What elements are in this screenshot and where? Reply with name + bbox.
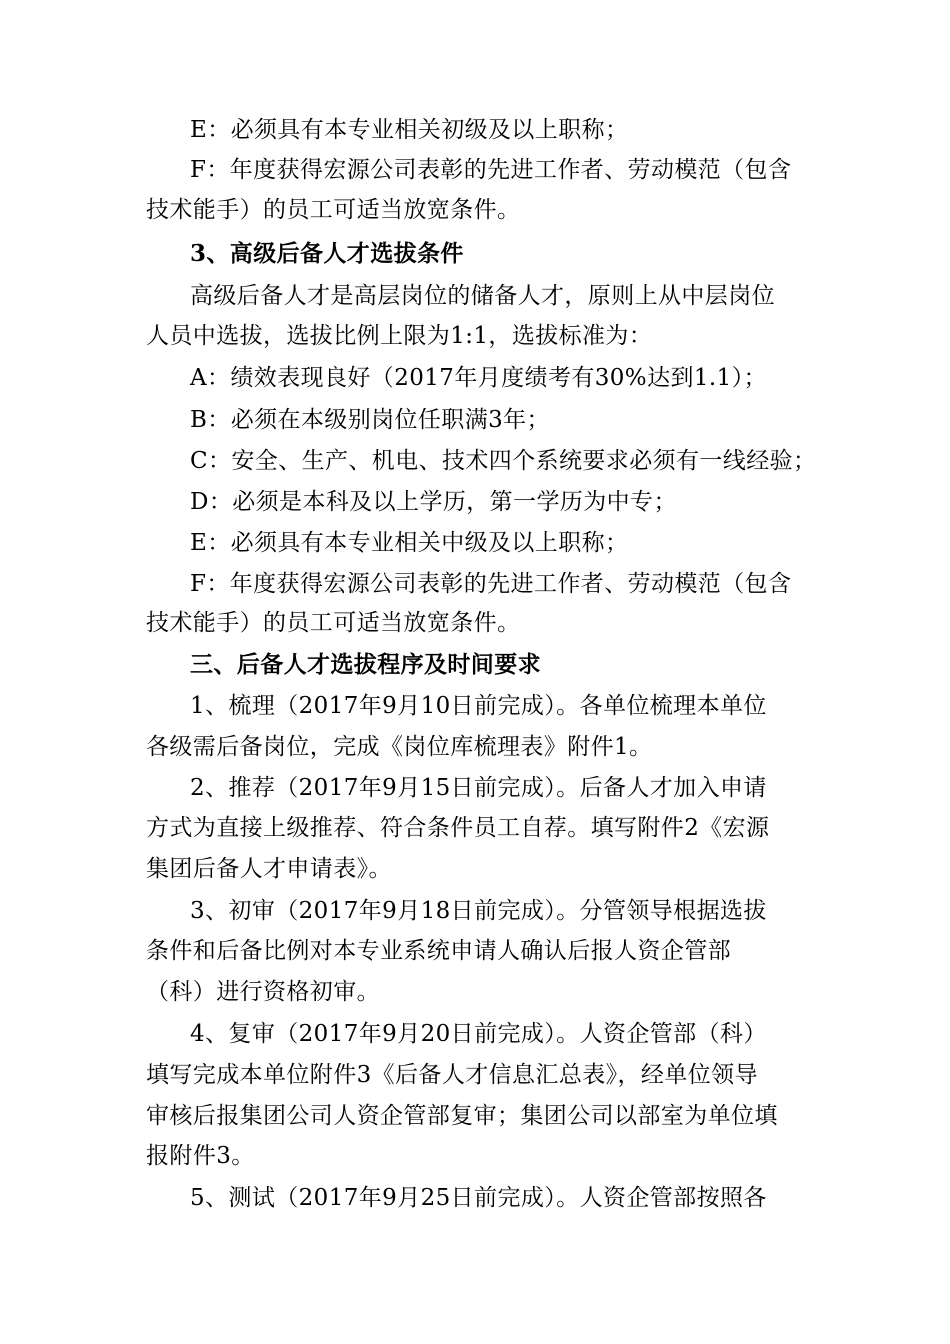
section-heading-selection-procedure: 三、后备人才选拔程序及时间要求 [190,651,541,678]
line-3: 技术能手）的员工可适当放宽条件。 [146,197,521,223]
line-6: 人员中选拔，选拔比例上限为1:1，选拔标准为： [146,323,653,349]
line-9: C：安全、生产、机电、技术四个系统要求必须有一线经验； [190,448,817,474]
line-21: 条件和后备比例对本专业系统申请人确认后报人资企管部 [146,938,731,964]
line-22: （科）进行资格初审。 [146,979,380,1005]
line-1: E：必须具有本专业相关初级及以上职称； [190,117,629,143]
line-8: B：必须在本级别岗位任职满3年； [190,407,550,433]
line-11: E：必须具有本专业相关中级及以上职称； [190,530,629,556]
line-19: 集团后备人才申请表》。 [146,856,392,882]
line-17: 2、推荐（2017年9月15日前完成）。后备人才加入申请 [190,775,767,801]
line-16: 各级需后备岗位，完成《岗位库梳理表》附件1。 [146,734,653,760]
line-20: 3、初审（2017年9月18日前完成）。分管领导根据选拔 [190,898,767,924]
line-25: 审核后报集团公司人资企管部复审；集团公司以部室为单位填 [146,1103,778,1129]
line-26: 报附件3。 [146,1143,255,1169]
line-23: 4、复审（2017年9月20日前完成）。人资企管部（科） [190,1021,767,1047]
line-7: A：绩效表现良好（2017年月度绩考有30%达到1.1）； [190,365,767,391]
line-10: D：必须是本科及以上学历，第一学历为中专； [190,489,677,515]
line-24: 填写完成本单位附件3《后备人才信息汇总表》，经单位领导 [146,1062,758,1088]
line-5: 高级后备人才是高层岗位的储备人才，原则上从中层岗位 [190,283,775,309]
line-2: F：年度获得宏源公司表彰的先进工作者、劳动模范（包含 [190,157,792,183]
section-heading-senior-reserve: 3、高级后备人才选拔条件 [190,240,464,267]
line-13: 技术能手）的员工可适当放宽条件。 [146,610,521,636]
line-12: F：年度获得宏源公司表彰的先进工作者、劳动模范（包含 [190,571,792,597]
line-15: 1、梳理（2017年9月10日前完成）。各单位梳理本单位 [190,693,767,719]
line-27: 5、测试（2017年9月25日前完成）。人资企管部按照各 [190,1185,767,1211]
line-18: 方式为直接上级推荐、符合条件员工自荐。填写附件2《宏源 [146,815,770,841]
